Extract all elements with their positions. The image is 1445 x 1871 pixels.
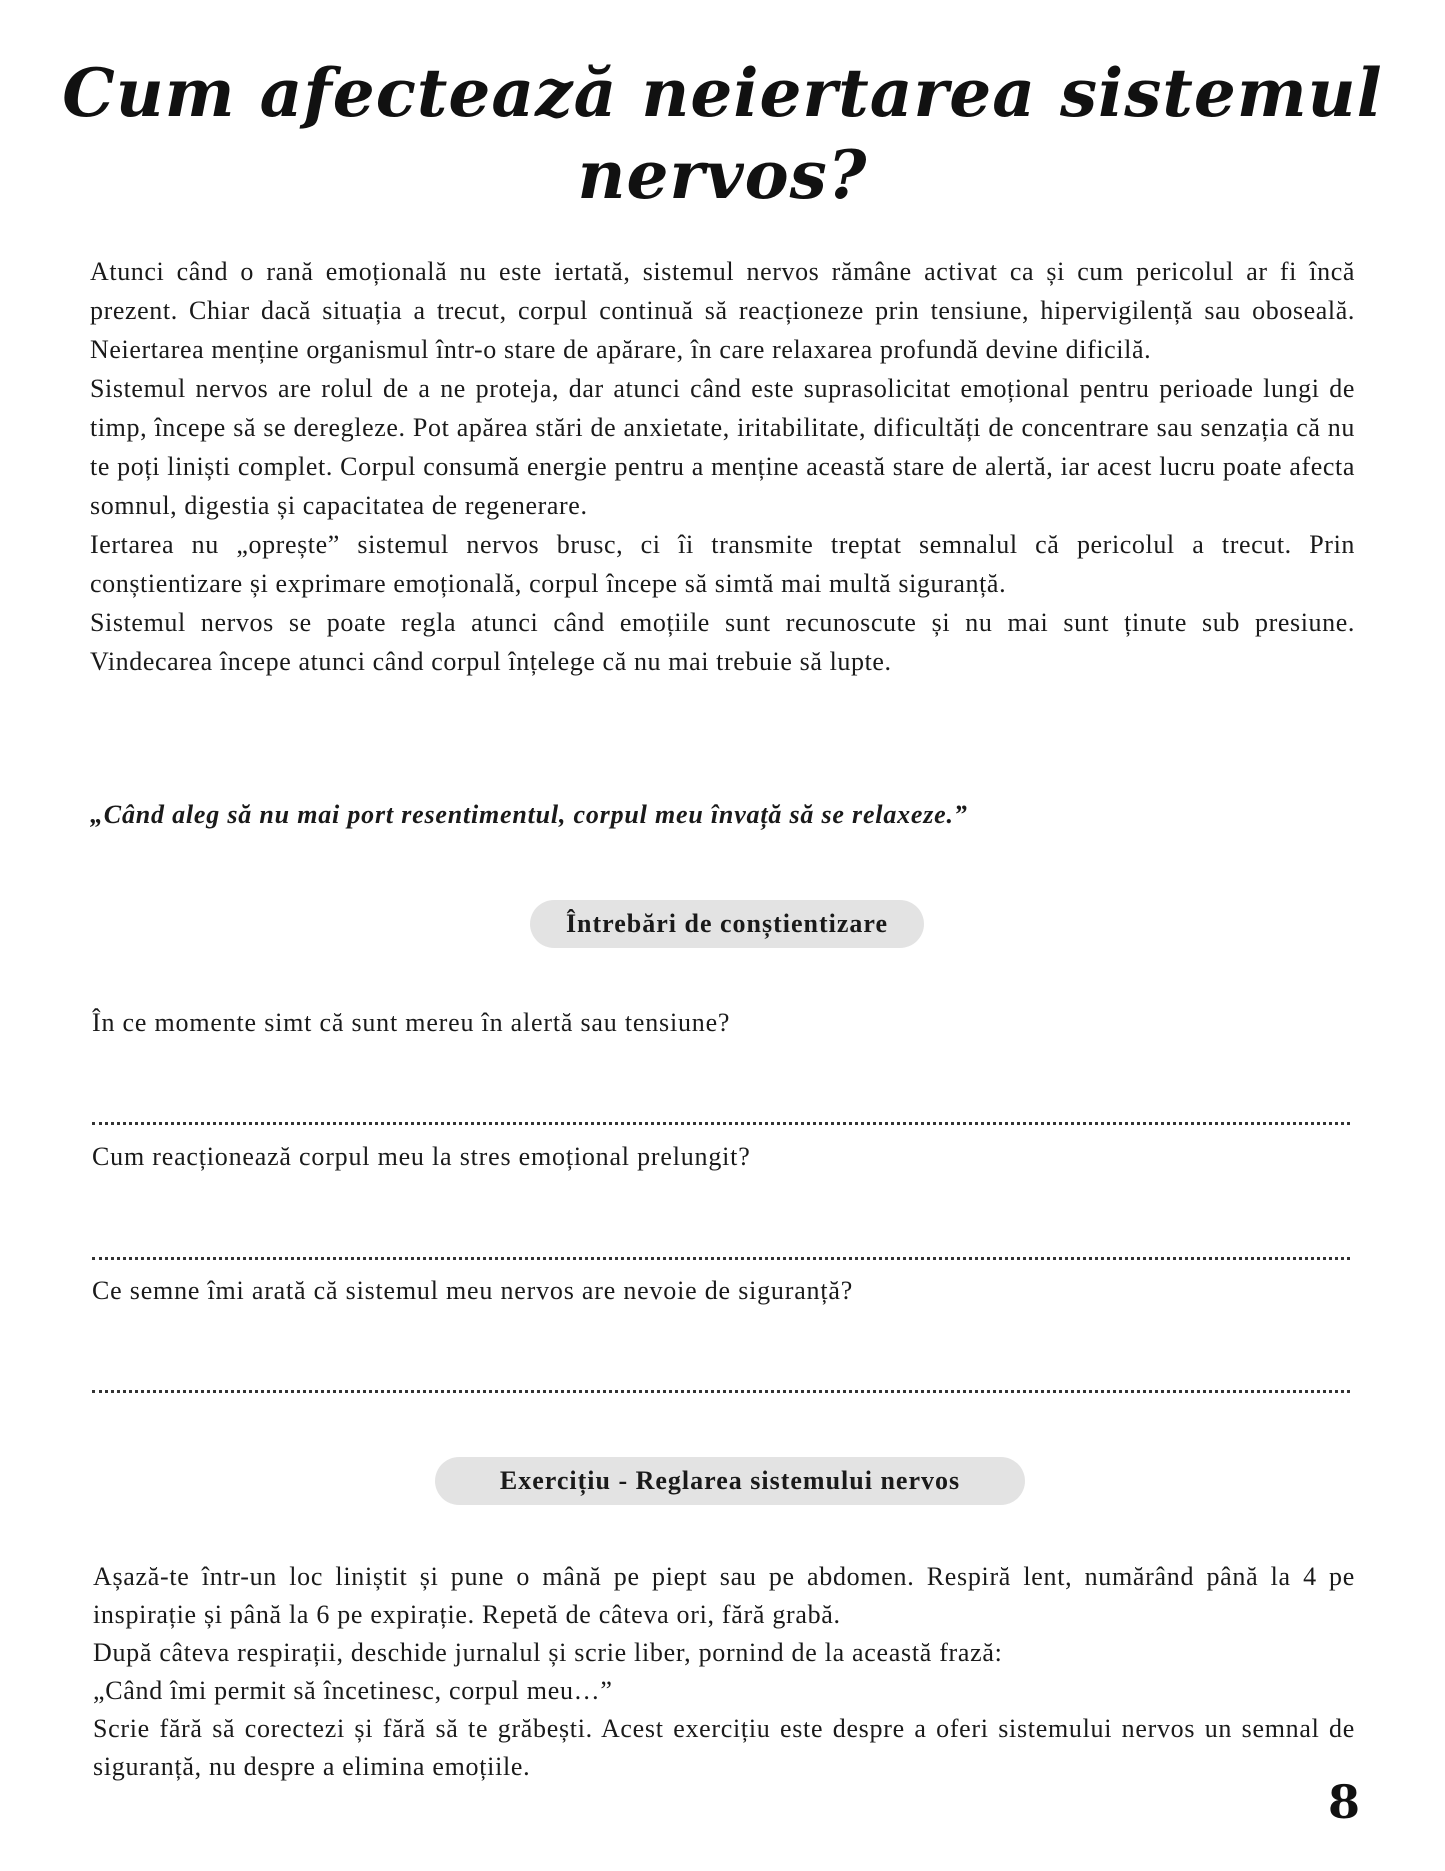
page-number: 8 (1327, 1775, 1360, 1829)
question-1: În ce momente simt că sunt mereu în alertă sau tensiune? (92, 1008, 731, 1037)
page-title (0, 52, 1445, 216)
page-title-line-1: Cum afectează neiertarea sistemul (62, 54, 1383, 132)
paragraph: Sistemul nervos se poate regla atunci când emoțiile sunt recunoscute și nu mai sunt ținute sub presiune. Vindecarea începe atunci când corpul înțelege că nu mai trebuie să lupte. (90, 608, 1355, 676)
paragraph: Iertarea nu „oprește” sistemul nervos brusc, ci îi transmite treptat semnalul că pericolul a trecut. Prin conștientizare și exprimare emoțională, corpul începe să simtă mai multă siguranță. (90, 530, 1355, 598)
question-2: Cum reacționează corpul meu la stres emoțional prelungit? (92, 1142, 751, 1171)
affirmation-quote: „Când aleg să nu mai port resentimentul, corpul meu învață să se relaxeze.” (90, 800, 968, 829)
answer-line-3[interactable] (92, 1390, 1350, 1393)
exercise-line: Scrie fără să corectezi și fără să te grăbești. Acest exercițiu este despre a oferi sistemului nervos un semnal de siguranță, nu despre a elimina emoțiile. (93, 1714, 1355, 1781)
paragraph: Atunci când o rană emoțională nu este iertată, sistemul nervos rămâne activat ca și cum pericolul ar fi încă prezent. Chiar dacă situația a trecut, corpul continuă să reacționeze prin tensiune, hipervigilență sau oboseală. Neiertarea menține organismul într-o stare de apărare, în care relaxarea profundă devine dificilă. (90, 257, 1355, 364)
awareness-questions-heading: Întrebări de conștientizare (530, 900, 924, 948)
exercise-line: „Când îmi permit să încetinesc, corpul meu…” (93, 1676, 613, 1705)
page-title-line-2: nervos? (577, 136, 868, 214)
question-3: Ce semne îmi arată că sistemul meu nervos are nevoie de siguranță? (92, 1276, 854, 1305)
exercise-line: După câteva respirații, deschide jurnalul și scrie liber, pornind de la această frază: (93, 1638, 1003, 1667)
exercise-line: Așază-te într-un loc liniștit și pune o mână pe piept sau pe abdomen. Respiră lent, numărând până la 4 pe inspirație și până la 6 pe expirație. Repetă de câteva ori, fără grabă. (93, 1562, 1355, 1629)
answer-line-1[interactable] (92, 1122, 1350, 1125)
answer-line-2[interactable] (92, 1257, 1350, 1260)
exercise-text (93, 1558, 1355, 1786)
intro-text (90, 252, 1355, 681)
exercise-heading: Exercițiu - Reglarea sistemului nervos (435, 1457, 1025, 1505)
paragraph: Sistemul nervos are rolul de a ne proteja, dar atunci când este suprasolicitat emoțional pentru perioade lungi de timp, începe să se deregleze. Pot apărea stări de anxietate, iritabilitate, dificultăți de concentrare sau senzația că nu te poți liniști complet. Corpul consumă energie pentru a menține această stare de alertă, iar acest lucru poate afecta somnul, digestia și capacitatea de regenerare. (90, 374, 1355, 520)
